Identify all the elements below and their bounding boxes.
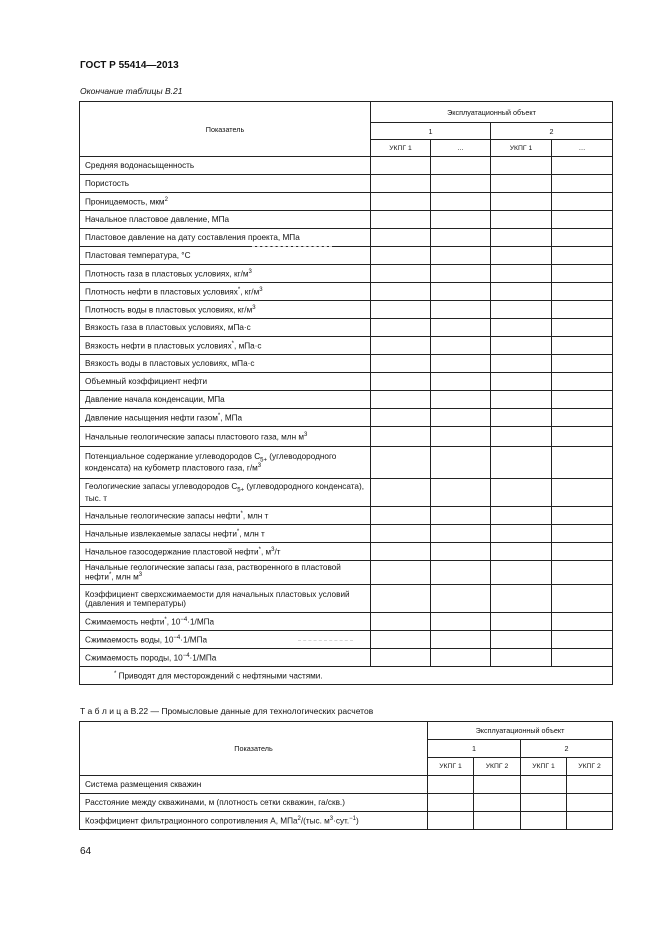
value-cell (552, 409, 613, 427)
row-label: Плотность нефти в пластовых условиях*, $кг/м^3$ (80, 283, 371, 301)
subcolumn-header: УКПГ 2 (567, 758, 613, 776)
table-row (80, 649, 613, 667)
value-cell (474, 776, 521, 794)
row-label: Пористость (80, 175, 371, 193)
value-cell (491, 355, 552, 373)
table-row (80, 373, 613, 391)
value-cell (552, 247, 613, 265)
row-label: Плотность воды в пластовых условиях, $кг/м^3$ (80, 301, 371, 319)
value-cell (428, 794, 474, 812)
value-cell (371, 229, 431, 247)
row-label: Геологические запасы углеводородов $C_{5+}$ (углеводородного конденсата), тыс. т (80, 479, 371, 507)
row-label: Система размещения скважин (80, 776, 428, 794)
subcolumn-header: УКПГ 1 (371, 140, 431, 157)
page-number: 64 (80, 846, 92, 857)
value-cell (371, 649, 431, 667)
table-row (80, 337, 613, 355)
value-cell (371, 283, 431, 301)
table-row (80, 355, 613, 373)
group-header: 2 (521, 740, 613, 758)
value-cell (552, 391, 613, 409)
value-cell (552, 175, 613, 193)
table-row (80, 525, 613, 543)
row-label: Проницаемость, мкм$^2$ (80, 193, 371, 211)
subcolumn-header: УКПГ 1 (428, 758, 474, 776)
value-cell (431, 525, 491, 543)
value-cell (552, 585, 613, 613)
value-cell (521, 794, 567, 812)
scan-artifact (298, 640, 353, 641)
value-cell (491, 507, 552, 525)
column-header-indicator: Показатель (80, 722, 428, 776)
value-cell (431, 391, 491, 409)
value-cell (371, 631, 431, 649)
group-header: 1 (428, 740, 521, 758)
row-label: Пластовая температура, °С (80, 247, 371, 265)
value-cell (431, 229, 491, 247)
value-cell (491, 479, 552, 507)
row-label: Вязкость нефти в пластовых условиях*, мПа·с (80, 337, 371, 355)
column-header-object: Эксплуатационный объект (428, 722, 613, 740)
value-cell (521, 776, 567, 794)
value-cell (552, 337, 613, 355)
data-table (79, 721, 613, 830)
value-cell (431, 649, 491, 667)
value-cell (552, 427, 613, 447)
value-cell (371, 211, 431, 229)
table-row (80, 794, 613, 812)
table-row (80, 283, 613, 301)
value-cell (371, 391, 431, 409)
value-cell (428, 776, 474, 794)
value-cell (371, 409, 431, 427)
value-cell (431, 175, 491, 193)
document-header: ГОСТ Р 55414—2013 (80, 60, 179, 71)
value-cell (428, 812, 474, 830)
table-row (80, 391, 613, 409)
value-cell (552, 301, 613, 319)
table-row (80, 301, 613, 319)
row-label: Начальные геологические запасы нефти*, млн т (80, 507, 371, 525)
value-cell (491, 427, 552, 447)
row-label: Пластовое давление на дату составления проекта, МПа (80, 229, 371, 247)
value-cell (371, 373, 431, 391)
value-cell (491, 631, 552, 649)
table-row (80, 585, 613, 613)
value-cell (371, 525, 431, 543)
value-cell (552, 479, 613, 507)
table-row (80, 175, 613, 193)
data-table (79, 101, 613, 685)
value-cell (431, 631, 491, 649)
subcolumn-header: … (552, 140, 613, 157)
value-cell (371, 479, 431, 507)
value-cell (431, 157, 491, 175)
value-cell (552, 157, 613, 175)
value-cell (491, 561, 552, 585)
value-cell (552, 507, 613, 525)
value-cell (552, 193, 613, 211)
value-cell (552, 561, 613, 585)
table-row (80, 447, 613, 479)
row-label: Потенциальное содержание углеводородов $C_{5+}$ (углеводородного конденсата) на кубометр пластового газа, $г/м^3$ (80, 447, 371, 479)
row-label: Коэффициент фильтрационного сопротивления А, МПа$^2$/(тыс. $м^3\cdot сут.^{-1}$) (80, 812, 428, 830)
subcolumn-header: УКПГ 1 (491, 140, 552, 157)
table-row (80, 543, 613, 561)
value-cell (431, 355, 491, 373)
value-cell (491, 157, 552, 175)
value-cell (552, 613, 613, 631)
row-label: Вязкость газа в пластовых условиях, мПа·с (80, 319, 371, 337)
row-label: Вязкость воды в пластовых условиях, мПа·с (80, 355, 371, 373)
value-cell (371, 613, 431, 631)
value-cell (552, 543, 613, 561)
value-cell (552, 649, 613, 667)
value-cell (431, 561, 491, 585)
value-cell (491, 543, 552, 561)
group-header: 2 (491, 123, 613, 140)
value-cell (552, 229, 613, 247)
value-cell (431, 447, 491, 479)
table-row (80, 319, 613, 337)
value-cell (552, 447, 613, 479)
table-caption: Т а б л и ц а В.22 — Промысловые данные для технологических расчетов (80, 706, 374, 716)
table-row (80, 229, 613, 247)
value-cell (491, 447, 552, 479)
table-row (80, 812, 613, 830)
table-row (80, 265, 613, 283)
value-cell (431, 283, 491, 301)
value-cell (491, 247, 552, 265)
value-cell (491, 193, 552, 211)
table-footnote: * Приводят для месторождений с нефтяными частями. (80, 667, 613, 685)
value-cell (491, 337, 552, 355)
value-cell (371, 355, 431, 373)
value-cell (371, 337, 431, 355)
row-label: Расстояние между скважинами, м (плотность сетки скважин, га/скв.) (80, 794, 428, 812)
column-header-indicator: Показатель (80, 102, 371, 157)
value-cell (567, 794, 613, 812)
value-cell (491, 613, 552, 631)
value-cell (474, 812, 521, 830)
value-cell (431, 613, 491, 631)
value-cell (431, 319, 491, 337)
value-cell (371, 175, 431, 193)
row-label: Начальные извлекаемые запасы нефти*, млн т (80, 525, 371, 543)
subcolumn-header: … (431, 140, 491, 157)
value-cell (552, 631, 613, 649)
value-cell (431, 507, 491, 525)
value-cell (521, 812, 567, 830)
row-label: Начальное пластовое давление, МПа (80, 211, 371, 229)
table-row (80, 561, 613, 585)
table-row (80, 507, 613, 525)
value-cell (371, 507, 431, 525)
value-cell (371, 561, 431, 585)
value-cell (431, 247, 491, 265)
table-row (80, 193, 613, 211)
value-cell (491, 649, 552, 667)
value-cell (491, 319, 552, 337)
value-cell (567, 812, 613, 830)
value-cell (431, 193, 491, 211)
value-cell (552, 319, 613, 337)
row-label: Коэффициент сверхсжимаемости для начальных пластовых условий (давления и температуры) (80, 585, 371, 613)
group-header: 1 (371, 123, 491, 140)
table-row (80, 427, 613, 447)
value-cell (491, 229, 552, 247)
table-row (80, 211, 613, 229)
row-label: Давление насыщения нефти газом*, МПа (80, 409, 371, 427)
row-label: Плотность газа в пластовых условиях, $кг/м^3$ (80, 265, 371, 283)
value-cell (552, 373, 613, 391)
row-label: Начальные геологические запасы газа, растворенного в пластовой нефти*, млн $м^3$ (80, 561, 371, 585)
value-cell (491, 265, 552, 283)
value-cell (371, 247, 431, 265)
table-row (80, 157, 613, 175)
table-row (80, 776, 613, 794)
table-row (80, 409, 613, 427)
value-cell (371, 157, 431, 175)
table-caption: Окончание таблицы В.21 (80, 86, 183, 96)
row-label: Сжимаемость воды, $10^{-4}\cdot 1$/МПа (80, 631, 371, 649)
row-label: Давление начала конденсации, МПа (80, 391, 371, 409)
subcolumn-header: УКПГ 2 (474, 758, 521, 776)
value-cell (431, 479, 491, 507)
value-cell (431, 427, 491, 447)
row-label: Средняя водонасыщенность (80, 157, 371, 175)
table-row (80, 247, 613, 265)
value-cell (371, 193, 431, 211)
value-cell (552, 525, 613, 543)
value-cell (552, 283, 613, 301)
row-label: Сжимаемость нефти*, $10^{-4}\cdot 1$/МПа (80, 613, 371, 631)
value-cell (431, 585, 491, 613)
value-cell (491, 525, 552, 543)
value-cell (491, 175, 552, 193)
value-cell (491, 391, 552, 409)
value-cell (431, 265, 491, 283)
value-cell (491, 301, 552, 319)
value-cell (371, 265, 431, 283)
table-row (80, 613, 613, 631)
table-row (80, 479, 613, 507)
value-cell (491, 409, 552, 427)
value-cell (552, 211, 613, 229)
value-cell (491, 373, 552, 391)
value-cell (371, 585, 431, 613)
value-cell (552, 355, 613, 373)
value-cell (431, 373, 491, 391)
row-label: Сжимаемость породы, $10^{-4}\cdot 1$/МПа (80, 649, 371, 667)
value-cell (431, 211, 491, 229)
value-cell (371, 301, 431, 319)
column-header-object: Эксплуатационный объект (371, 102, 613, 123)
value-cell (431, 337, 491, 355)
value-cell (431, 409, 491, 427)
value-cell (552, 265, 613, 283)
value-cell (567, 776, 613, 794)
value-cell (491, 283, 552, 301)
value-cell (491, 211, 552, 229)
value-cell (431, 543, 491, 561)
scan-artifact (252, 246, 332, 247)
value-cell (371, 319, 431, 337)
value-cell (371, 447, 431, 479)
value-cell (431, 301, 491, 319)
row-label: Начальные геологические запасы пластового газа, млн $м^3$ (80, 427, 371, 447)
value-cell (474, 794, 521, 812)
subcolumn-header: УКПГ 1 (521, 758, 567, 776)
value-cell (371, 427, 431, 447)
value-cell (491, 585, 552, 613)
value-cell (371, 543, 431, 561)
row-label: Начальное газосодержание пластовой нефти*, $м^3/т$ (80, 543, 371, 561)
row-label: Объемный коэффициент нефти (80, 373, 371, 391)
